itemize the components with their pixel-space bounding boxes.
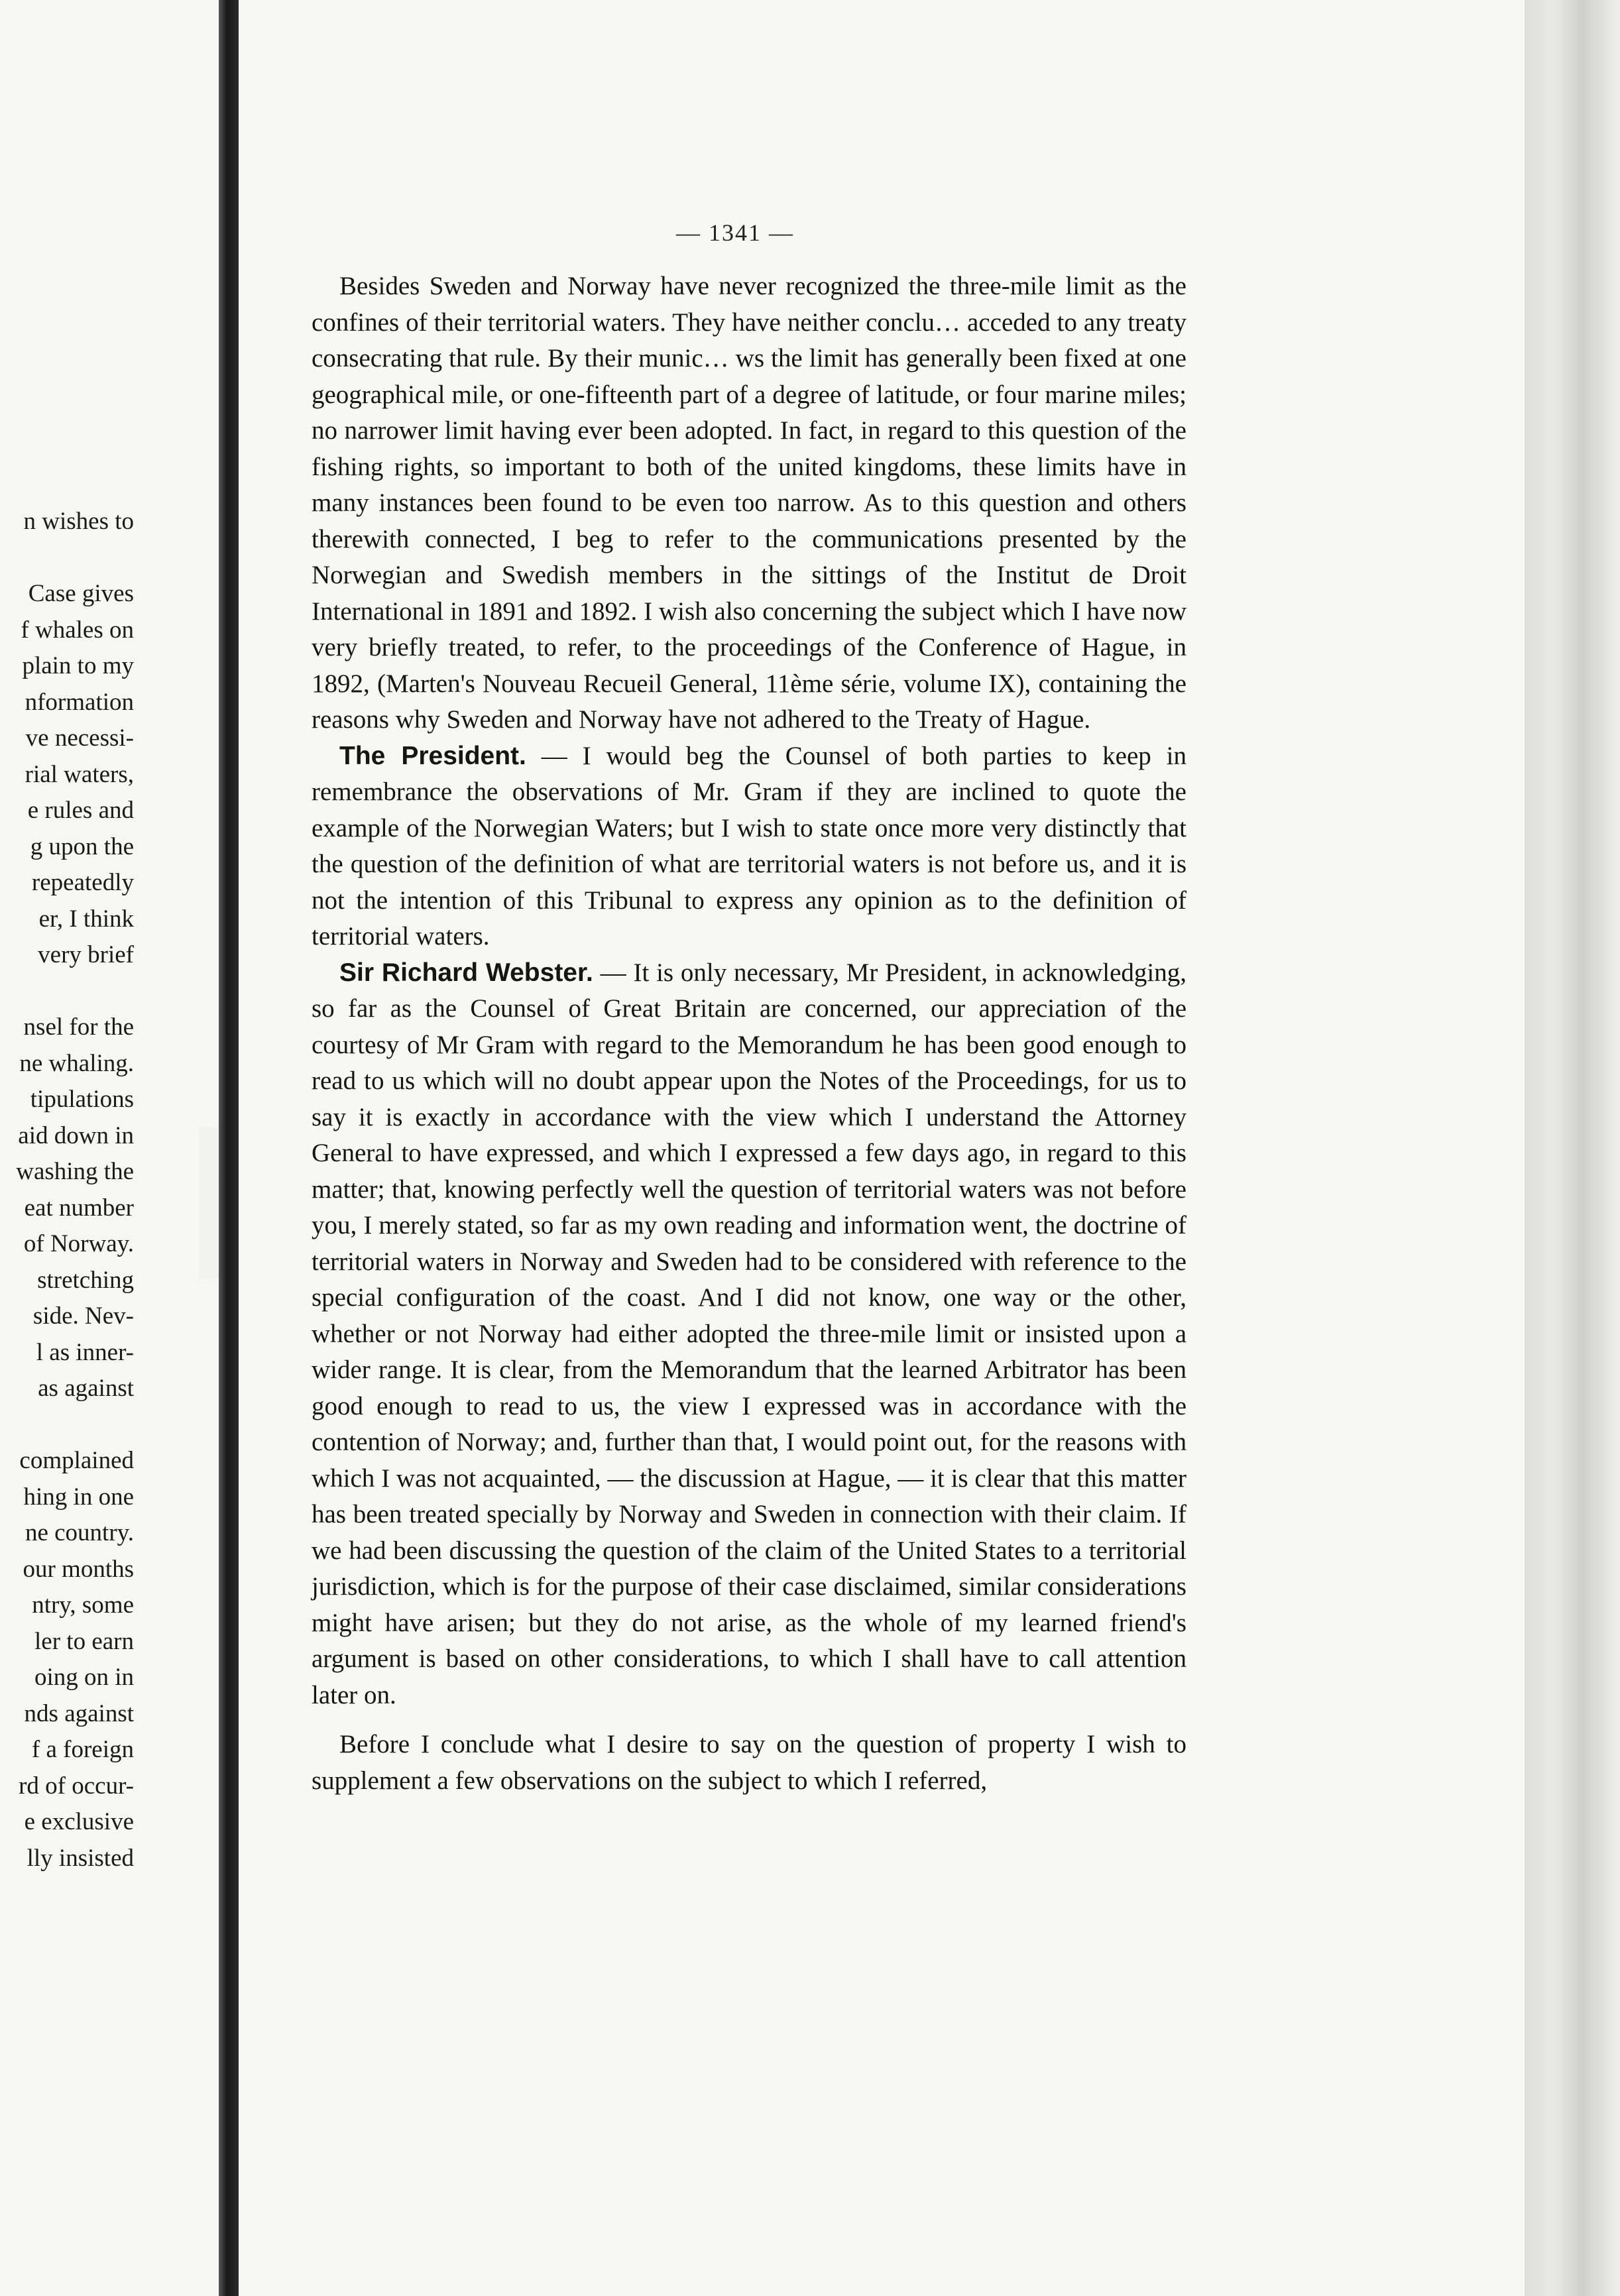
left-page-line: ve necessi- <box>25 724 134 752</box>
left-page-line: nformation <box>25 688 134 716</box>
left-page-line: ntry, some <box>32 1591 134 1619</box>
speaker-webster: Sir Richard Webster. <box>339 958 593 987</box>
left-page-line: tipulations <box>30 1086 134 1113</box>
webster-remarks: — It is only necessary, Mr President, in acknowledging, so far as the Counsel of Great Britain are concerned, our appreciation of the courtesy of Mr Gram with regard to the Memorandum he has been good enough to read to us which will no doubt appear upon the Notes of the Proceedings, for us to say it is exactly in accordance with the view which I understand the Attorney General to have expressed, and which I expressed a few days ago, in regard to this matter; that, knowing perfectly well the question of territorial waters was not before you, I merely stated, so far as my own reading and information went, the doctrine of territorial waters in Norway and Sweden had to be considered with reference to the special configuration of the coast. And I did not know, one way or the other, whether or not Norway had either adopted the three-mile limit or insisted upon a wider range. It is clear, from the Memorandum that the learned Arbitrator has been good enough to read to us, the view I expressed was in accordance with the contention of Norway; and, further than that, I would point out, for the reasons with which I was not acquainted, — the discussion at Hague, — it is clear that this matter has been treated specially by Norway and Sweden in connection with their claim. If we had been discussing the question of the claim of the United States to a territorial jurisdiction, which is for the purpose of their case disclaimed, similar considerations might have arisen; but they do not arise, as the whole of my learned friend's argument is based on other considerations, to which I shall have to call attention later on. <box>312 958 1186 1709</box>
left-facing-page <box>0 0 219 2296</box>
paragraph-besides: Besides Sweden and Norway have never recognized the three-mile limit as the confines of their territorial waters. They have neither conclu… acceded to any treaty consecrating that rule. By their munic… ws the limit has generally been fixed at one geographical mile, or one-fifteenth part of a degree of latitude, or four marine miles; no narrower limit having ever been adopted. In fact, in regard to this question of the fishing rights, so important to both of the united kingdoms, these limits have in many instances been found to be even too narrow. As to this question and others therewith connected, I beg to refer to the communications presented by the Norwegian and Swedish members in the sittings of the Institut de Droit International in 1891 and 1892. I wish also concerning the subject which I have now very briefly treated, to refer, to the proceedings of the Conference of Hague, in 1892, (Marten's Nouveau Recueil General, 11ème série, volume IX), containing the reasons why Sweden and Norway have not adhered to the Treaty of Hague. <box>312 272 1186 734</box>
left-page-line: stretching <box>37 1266 134 1294</box>
left-page-line: plain to my <box>22 652 134 679</box>
left-page-line: f a foreign <box>31 1736 134 1763</box>
left-page-line: ne whaling. <box>19 1049 134 1077</box>
left-page-line: lly insisted <box>27 1844 134 1872</box>
left-page-line: repeatedly <box>31 869 134 896</box>
left-page-line: ler to earn <box>34 1627 134 1655</box>
president-remarks: — I would beg the Counsel of both parties to keep in remembrance the observations of Mr. Gram if they are inclined to quote the example of the Norwegian Waters; but I wish to state once more very distinctly that the question of the definition of what are territorial waters is not before us, and it is not the intention of this Tribunal to express any opinion as to the definition of territorial waters. <box>312 741 1186 950</box>
left-page-line: as against <box>38 1375 134 1402</box>
left-page-line: g upon the <box>30 832 134 860</box>
left-page-line: e rules and <box>27 797 134 824</box>
left-page-line: eat number <box>24 1194 134 1222</box>
left-page-line: l as inner- <box>36 1338 134 1366</box>
paragraph-president <box>312 738 1186 955</box>
left-page-line: rd of occur- <box>19 1772 134 1800</box>
left-page-line: aid down in <box>18 1121 134 1149</box>
left-page-line: oing on in <box>34 1664 134 1691</box>
main-text <box>312 268 1186 1799</box>
speaker-president: The President. <box>339 741 526 770</box>
left-page-line: washing the <box>16 1158 134 1185</box>
left-page-line: nds against <box>24 1699 134 1727</box>
left-page-line: complained <box>19 1447 134 1474</box>
left-page-line: ne country. <box>25 1519 134 1546</box>
paragraph-webster <box>312 955 1186 1714</box>
left-page-line: nsel for the <box>23 1013 134 1041</box>
left-page-line: very brief <box>38 941 134 968</box>
left-page-line: Case gives <box>28 580 134 607</box>
book-gutter <box>219 0 239 2296</box>
left-page-line: er, I think <box>38 905 134 933</box>
left-page-line: side. Nev- <box>32 1302 134 1330</box>
left-page-line: e exclusive <box>24 1808 134 1835</box>
left-page-line: of Norway. <box>23 1230 134 1257</box>
page-number: — 1341 — <box>676 219 794 246</box>
left-page-line: our months <box>23 1555 134 1583</box>
left-page-line: n wishes to <box>23 508 134 535</box>
page-edge-stack <box>1525 0 1620 2296</box>
paragraph-before-conclude: Before I conclude what I desire to say on the question of property I wish to supplement a few observations on the subject to which I referred, <box>312 1730 1186 1795</box>
left-page-line: rial waters, <box>25 760 134 788</box>
left-page-line: f whales on <box>21 616 134 644</box>
left-page-line: hing in one <box>23 1483 134 1511</box>
